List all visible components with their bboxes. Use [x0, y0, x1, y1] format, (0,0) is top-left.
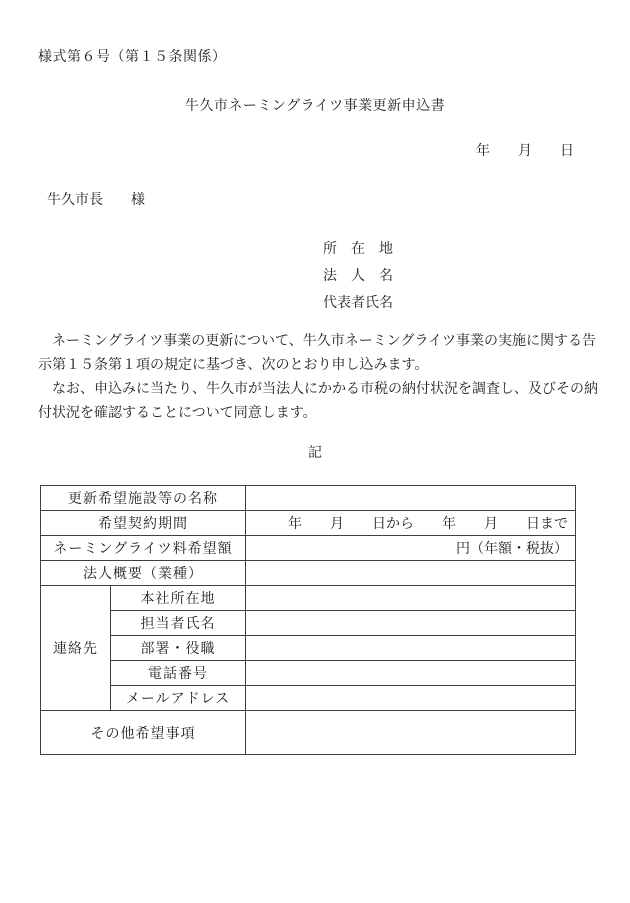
body-line: 示第１５条第１項の規定に基づき、次のとおり申し込みます。 [38, 357, 429, 373]
table-row [41, 661, 576, 686]
naming-rights-fee-value: 円（年額・税抜） [246, 536, 576, 561]
phone-number-value [246, 661, 576, 686]
table-row [41, 536, 576, 561]
contact-person-value [246, 611, 576, 636]
addressee-honorific: 様 [131, 192, 145, 208]
form-number: 様式第６号（第１５条関係） [38, 49, 227, 65]
head-office-address-label: 本社所在地 [111, 586, 246, 611]
table-row [41, 561, 576, 586]
table-row [41, 636, 576, 661]
corporate-profile-label: 法人概要（業種） [41, 561, 246, 586]
application-table [40, 485, 576, 755]
corporate-profile-value [246, 561, 576, 586]
table-row [41, 511, 576, 536]
table-row [41, 686, 576, 711]
email-address-value [246, 686, 576, 711]
other-requests-label: その他希望事項 [41, 711, 246, 755]
table-row [41, 586, 576, 611]
reference-mark: 記 [308, 445, 322, 461]
phone-number-label: 電話番号 [111, 661, 246, 686]
addressee-name: 牛久市長 [47, 192, 103, 208]
other-requests-value [246, 711, 576, 755]
facility-name-label: 更新希望施設等の名称 [41, 486, 246, 511]
applicant-representative-label: 代表者氏名 [323, 295, 393, 311]
head-office-address-value [246, 586, 576, 611]
date-line: 年 月 日 [476, 143, 574, 159]
contract-period-label: 希望契約期間 [41, 511, 246, 536]
department-title-value [246, 636, 576, 661]
naming-rights-fee-label: ネーミングライツ料希望額 [41, 536, 246, 561]
applicant-info-block [323, 236, 393, 317]
applicant-corporation-label: 法 人 名 [323, 268, 393, 284]
body-line: なお、申込みに当たり、牛久市が当法人にかかる市税の納付状況を調査し、及びその納 [38, 381, 598, 397]
contact-group-label: 連絡先 [41, 586, 111, 711]
contact-person-label: 担当者氏名 [111, 611, 246, 636]
facility-name-value [246, 486, 576, 511]
contract-period-value: 年 月 日から 年 月 日まで [246, 511, 576, 536]
table-row [41, 711, 576, 755]
addressee-line [47, 189, 145, 209]
department-title-label: 部署・役職 [111, 636, 246, 661]
body-line: 付状況を確認することについて同意します。 [38, 405, 317, 421]
body-paragraph [38, 329, 598, 425]
page-title: 牛久市ネーミングライツ事業更新申込書 [184, 98, 446, 114]
table-row [41, 486, 576, 511]
applicant-address-label: 所 在 地 [323, 241, 393, 257]
email-address-label: メールアドレス [111, 686, 246, 711]
table-row [41, 611, 576, 636]
body-line: ネーミングライツ事業の更新について、牛久市ネーミングライツ事業の実施に関する告 [38, 333, 597, 349]
